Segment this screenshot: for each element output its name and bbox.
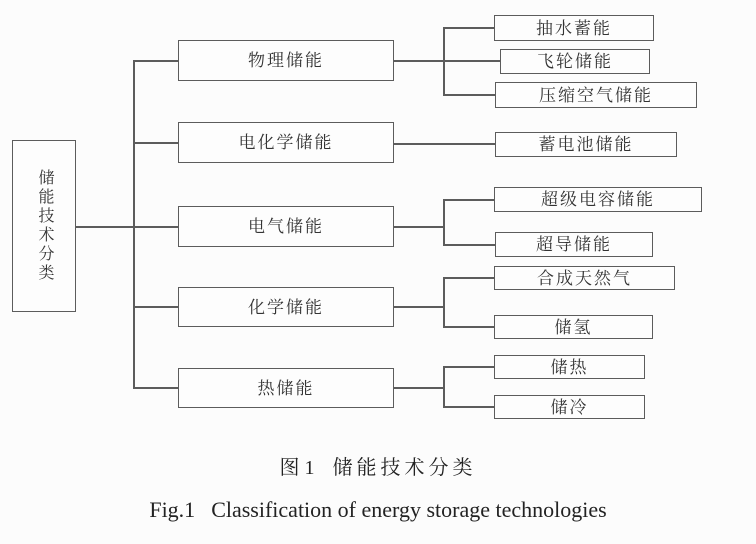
node-physical-storage — [178, 40, 394, 81]
node-electrical-storage — [178, 206, 394, 247]
node-heat-storage — [494, 355, 645, 379]
node-battery-label: 蓄电池储能 — [538, 135, 634, 154]
node-supercapacitor-label: 超级电容储能 — [541, 190, 655, 209]
branch-compressed-air — [443, 94, 495, 96]
connector-root-to-trunk — [76, 226, 178, 228]
feeder-thermal — [394, 387, 443, 389]
branch-hydrogen — [443, 326, 494, 328]
node-thermal-storage — [178, 368, 394, 408]
node-hydrogen — [494, 315, 653, 339]
node-chemical-storage-label: 化学储能 — [248, 297, 324, 317]
node-physical-storage-label: 物理储能 — [248, 51, 324, 70]
branch-pumped-hydro — [443, 27, 494, 29]
branch-thermal — [133, 387, 178, 389]
node-superconducting-label: 超导储能 — [536, 235, 612, 254]
branch-chemical — [133, 306, 178, 308]
figure-caption-zh — [0, 458, 756, 478]
feeder-electrical — [394, 226, 443, 228]
branch-synthetic-gas — [443, 277, 494, 279]
node-cold-storage — [494, 395, 645, 419]
node-compressed-air-label: 压缩空气储能 — [539, 85, 653, 105]
node-electrochemical-storage — [178, 122, 394, 163]
figure-caption-zh-title: 储能技术分类 — [332, 457, 477, 479]
node-pumped-hydro-label: 抽水蓄能 — [536, 18, 612, 38]
node-supercapacitor — [494, 187, 702, 212]
node-thermal-storage-label: 热储能 — [257, 378, 315, 398]
node-battery — [495, 132, 677, 157]
node-heat-storage-label: 储热 — [550, 357, 589, 377]
branch-heat-storage — [443, 366, 494, 368]
node-pumped-hydro — [494, 15, 654, 41]
figure-caption-en-title: Classification of energy storage technologies — [211, 497, 607, 522]
branch-battery — [394, 143, 495, 145]
branch-electrochemical — [133, 142, 178, 144]
node-flywheel-label: 飞轮储能 — [537, 52, 613, 71]
node-synthetic-gas-label: 合成天然气 — [537, 268, 632, 288]
node-root — [12, 140, 76, 312]
node-compressed-air — [495, 82, 697, 108]
node-electrical-storage-label: 电气储能 — [248, 217, 324, 236]
node-electrochemical-storage-label: 电化学储能 — [238, 133, 334, 152]
trunk-line — [133, 60, 135, 389]
node-flywheel — [500, 49, 650, 74]
node-cold-storage-label: 储冷 — [550, 397, 589, 417]
node-chemical-storage — [178, 287, 394, 327]
branch-supercapacitor — [443, 199, 494, 201]
subtrunk-chemical — [443, 277, 445, 327]
feeder-physical — [394, 60, 500, 62]
branch-cold-storage — [443, 406, 494, 408]
figure-caption-zh-number: 图 1 — [279, 457, 315, 479]
node-synthetic-gas — [494, 266, 675, 290]
figure-caption-en — [0, 499, 756, 521]
feeder-chemical — [394, 306, 443, 308]
branch-physical — [133, 60, 178, 62]
node-superconducting — [495, 232, 653, 257]
figure-caption-en-number: Fig.1 — [149, 497, 196, 522]
subtrunk-thermal — [443, 366, 445, 407]
subtrunk-physical — [443, 27, 445, 96]
branch-superconducting — [443, 244, 495, 246]
subtrunk-electrical — [443, 199, 445, 245]
node-root-label: 储能技术分类 — [36, 169, 53, 283]
node-hydrogen-label: 储氢 — [554, 317, 593, 337]
